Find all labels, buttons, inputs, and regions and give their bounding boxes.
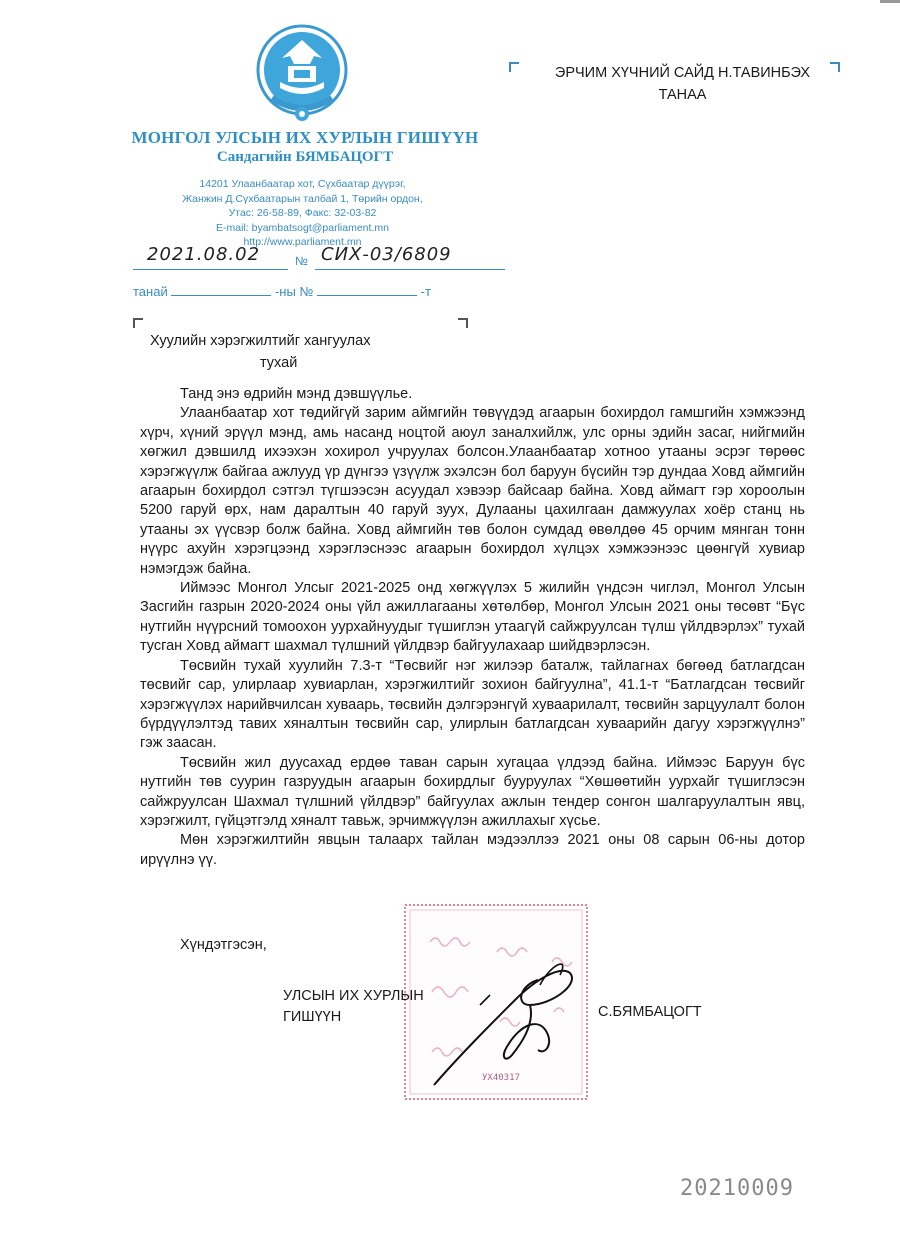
- signatory-title-line1: УЛСЫН ИХ ХУРЛЫН: [283, 988, 424, 1004]
- recipient-block: [510, 62, 855, 106]
- number-underline: [315, 269, 505, 270]
- subject-bracket-right: [458, 318, 468, 328]
- address-line: E-mail: byambatsogt@parliament.mn: [216, 221, 389, 234]
- stamp-code: УХ40317: [482, 1073, 520, 1083]
- letterhead-org-title: МОНГОЛ УЛСЫН ИХ ХУРЛЫН ГИШҮҮН: [131, 128, 479, 147]
- address-line: Жанжин Д.Сүхбаатарын талбай 1, Төрийн ордон,: [182, 192, 423, 205]
- blank-line: [171, 285, 271, 296]
- signatory-title-line2: ГИШҮҮН: [283, 1009, 342, 1025]
- ny-label: -ны: [274, 284, 296, 299]
- handwritten-reference-number: СИХ-03/6809: [321, 244, 452, 265]
- letterhead-organization: [100, 128, 510, 166]
- letterhead-address: [120, 177, 485, 250]
- number-sign-2: №: [299, 284, 314, 299]
- handwritten-signature-icon: [420, 945, 580, 1095]
- tanai-label: танай: [133, 284, 168, 299]
- letterhead-member-name: Сандагийн БЯМБАЦОГТ: [216, 149, 394, 165]
- body-paragraph: Мөн хэрэгжилтийн явцын талаарх тайлан мэдээллээ 2021 оны 08 сарын 06-ны дотор ирүүлнэ үү.: [140, 832, 805, 868]
- subject-line1: Хуулийн хэрэгжилтийг хангуулах: [150, 333, 371, 349]
- date-underline: [133, 269, 288, 270]
- recipient-line1: ЭРЧИМ ХҮЧНИЙ САЙД Н.ТАВИНБЭХ: [554, 65, 811, 81]
- blank-line: [317, 285, 417, 296]
- subject-block: [150, 330, 370, 374]
- signatory-title: [283, 986, 424, 1028]
- document-registration-number: 20210009: [680, 1176, 794, 1201]
- body-paragraph: Төсвийн жил дуусахад ердөө таван сарын хугацаа үлдээд байна. Иймээс Баруун бүс нутгийн төв суурин газруудын агаарын бохирдлыг бууруулах “Хөшөөтийн уурхайг түшиглэсэн сайжруулсан Шахмал түлшний үйлдвэр” байгуулах ажлын тендер сонгон шалгаруулалтын явц, хэрэгжилт, гүйцэтгэлд хяналт тавьж, эрчимжүүлэн ажиллахыг хүсье.: [140, 754, 805, 829]
- address-line: Утас: 26-58-89, Факс: 32-03-82: [228, 207, 377, 219]
- handwritten-date: 2021.08.02: [147, 244, 261, 265]
- number-sign: №: [295, 254, 308, 268]
- scan-edge-mark: [880, 0, 900, 3]
- body-paragraph: Иймээс Монгол Улсыг 2021-2025 онд хөгжүүлэх 5 жилийн үндсэн чиглэл, Монгол Улсын Засгийн газрын 2020-2024 оны үйл ажиллагааны хөтөлбөр, Монгол Улсын 2021 оны төсөвт “Бүс нутгийн нүүрсний томоохон уурхайнуудыг түшиглэн утаагүй сайжруулсан түлш үйлдвэрлэх” тухай тусган Ховд аймагт шахмал түлшний үйлдвэр байгуулахаар шийдвэрлэсэн.: [140, 580, 805, 655]
- letter-body: [140, 385, 805, 870]
- reply-reference-row: [133, 284, 431, 299]
- subject-bracket-left: [133, 318, 143, 328]
- t-label: -т: [420, 284, 431, 299]
- subject-line2: тухай: [260, 355, 298, 371]
- greeting: Танд энэ өдрийн мэнд дэвшүүлье.: [180, 386, 413, 402]
- address-line: http://www.parliament.mn: [243, 236, 362, 248]
- closing-salutation: Хүндэтгэсэн,: [180, 937, 267, 953]
- reference-date-number-row: [133, 244, 508, 270]
- body-paragraph: Улаанбаатар хот төдийгүй зарим аймгийн төвүүдэд агаарын бохирдол гамшгийн хэмжээнд хүрч, хүний эрүүл мэнд, амь насанд ноцтой аюул заналхийлж, улс орны эдийн засаг, нийгмийн хөгжил дэвшилд ихээхэн хохирол учруулах болсон.Улаанбаатар хотноо утааны эсрэг төрөөс хэрэгжүүлж байгаа ажлууд үр дүнгээ үзүүлж эхэлсэн бол баруун бүсийн тэр дундаа Ховд аймгийн агаарын бохирдол сэтгэл түгшээсэн асуудал хэвээр байсаар байна. Ховд аймагт гэр хороолын 5200 гаруй өрх, нам даралтын 40 гаруй зуух, Дулааны цахилгаан дамжуулах хоёр станц нь утааны эх үүсвэр болж байна. Ховд аймгийн төв болон сумдад өвөлдөө 45 орчим мянган тонн нүүрс ахуйн хэрэгцээнд хэрэглэснээс агаарын бохирдол хүлцэх хэмжээнээс цөөнгүй хувиар нэмэгдэж байна.: [140, 405, 805, 577]
- body-paragraph: Төсвийн тухай хуулийн 7.3-т “Төсвийг нэг жилээр баталж, тайлагнах бөгөөд батлагдсан төсвийг сар, улирлаар хувиарлан, хэрэгжилтийг зохион байгуулна”, 41.1-т “Батлагдсан төсвийг хэрэгжүүлэх нарийвчилсан хуваарь, төсвийн дэлгэрэнгүй хуваарилалт, төсвийн зарцуулалт болон бүрдүүлэлтэд тавих хяналтын төсвийн сар, улирлын батлагдсан хуваарийн дагуу хэрэгжүүлнэ” гэж заасан.: [140, 657, 805, 752]
- recipient-line2: ТАНАА: [658, 87, 707, 103]
- signatory-name: С.БЯМБАЦОГТ: [598, 1004, 702, 1020]
- state-emblem-icon: [252, 18, 352, 126]
- address-line: 14201 Улаанбаатар хот, Сүхбаатар дүүрэг,: [199, 178, 406, 190]
